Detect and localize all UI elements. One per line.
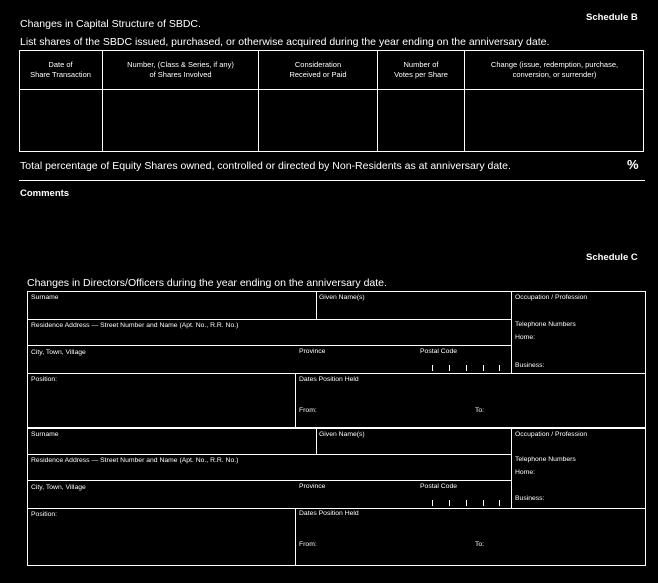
divider [511,428,512,508]
telephone-label: Telephone Numbers [515,456,576,463]
schedule-b-title: Changes in Capital Structure of SBDC. [20,18,201,30]
to-label: To: [475,407,485,414]
postal-code-tick [483,500,484,506]
divider [316,428,317,454]
home-phone-label: Home: [515,334,536,341]
divider [27,319,511,320]
column-header-date: Date of Share Transaction [30,60,91,79]
city-label: City, Town, Village [31,484,86,491]
position-label: Position: [31,511,58,518]
percent-symbol: % [627,157,639,172]
column-header-votes-per-share: Number of Votes per Share [394,60,448,79]
home-phone-label: Home: [515,469,536,476]
non-resident-total-label: Total percentage of Equity Shares owned, controlled or directed by Non-Residents as at anniversary date. [20,160,511,172]
postal-code-tick [483,365,484,371]
surname-label: Surname [31,431,59,438]
divider [27,454,511,455]
postal-code-tick [466,500,467,506]
given-names-label: Given Name(s) [319,431,365,438]
postal-code-label: Postal Code [420,483,458,490]
divider [27,373,646,374]
business-phone-label: Business: [515,362,545,369]
address-label: Residence Address — Street Number and Name (Apt. No., R.R. No.) [31,322,239,329]
postal-code-tick [449,365,450,371]
position-label: Position: [31,376,58,383]
occupation-label: Occupation / Profession [515,294,588,301]
total-underline [19,180,645,181]
schedule-b-label: Schedule B [586,12,638,23]
divider [295,373,296,428]
divider [27,508,646,509]
column-header-number-of-shares: Number, (Class & Series, if any) of Shares Involved [127,60,234,79]
postal-code-tick [432,365,433,371]
business-phone-label: Business: [515,495,545,502]
divider [316,291,317,319]
occupation-label: Occupation / Profession [515,431,588,438]
column-header-change: Change (issue, redemption, purchase, conversion, or surrender) [490,60,619,79]
city-label: City, Town, Village [31,349,86,356]
schedule-b-instruction: List shares of the SBDC issued, purchased, or otherwise acquired during the year ending on the anniversary date. [20,36,550,48]
postal-code-tick [499,365,500,371]
divider [511,291,512,373]
postal-code-tick [499,500,500,506]
province-label: Province [299,348,326,355]
director-record-1 [27,291,646,428]
surname-label: Surname [31,294,59,301]
postal-code-tick [466,365,467,371]
table-header-divider [19,89,644,90]
dates-held-label: Dates Position Held [299,510,359,517]
divider [27,480,511,481]
dates-held-label: Dates Position Held [299,376,359,383]
divider [295,508,296,566]
schedule-c-title: Changes in Directors/Officers during the year ending on the anniversary date. [27,277,387,289]
to-label: To: [475,541,485,548]
from-label: From: [299,541,317,548]
comments-label: Comments [20,188,70,199]
postal-code-tick [432,500,433,506]
province-label: Province [299,483,326,490]
telephone-label: Telephone Numbers [515,321,576,328]
director-record-2 [27,428,646,566]
postal-code-tick [449,500,450,506]
address-label: Residence Address — Street Number and Name (Apt. No., R.R. No.) [31,457,239,464]
divider [27,345,511,346]
given-names-label: Given Name(s) [319,294,365,301]
from-label: From: [299,407,317,414]
schedule-c-label: Schedule C [586,252,638,263]
column-header-consideration: Consideration Received or Paid [289,60,347,79]
postal-code-label: Postal Code [420,348,458,355]
